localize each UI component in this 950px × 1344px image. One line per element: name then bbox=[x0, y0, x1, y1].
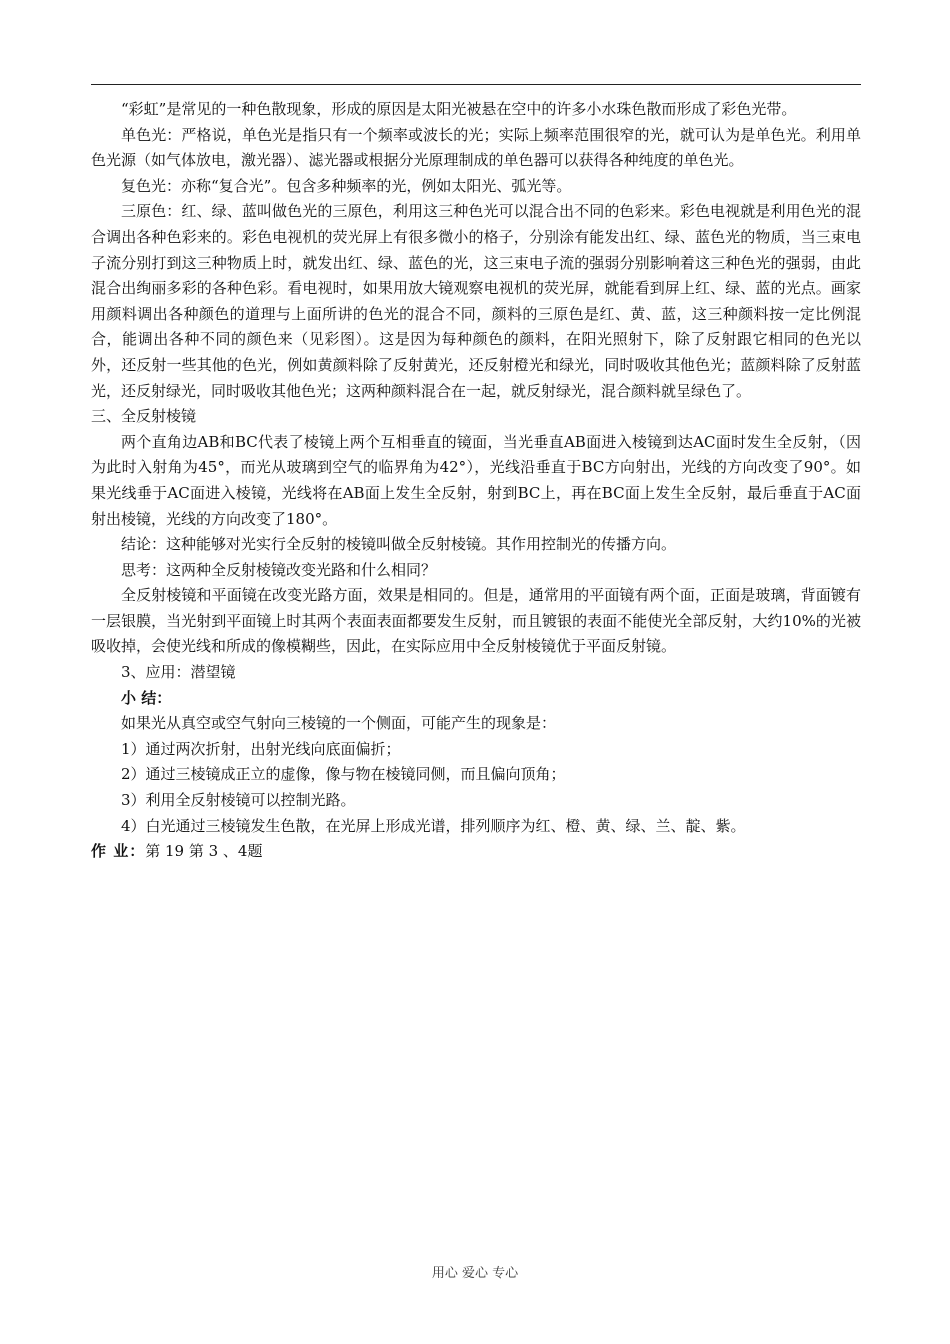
paragraph-total-reflection: 两个直角边AB和BC代表了棱镜上两个互相垂直的镜面，当光垂直AB面进入棱镜到达AC面时发生全反射，（因为此时入射角为45°，而光从玻璃到空气的临界角为42°），光线沿垂直于BC方向射出，光线的方向改变了90°。如果光线垂于AC面进入棱镜，光线将在AB面上发生全反射，射到BC上，再在BC面上发生全反射，最后垂直于AC面射出棱镜，光线的方向改变了180°。 bbox=[91, 432, 861, 528]
paragraph-composite-light: 复色光：亦称“复合光”。包含多种频率的光，例如太阳光、弧光等。 bbox=[121, 176, 572, 195]
paragraph-rainbow: “彩虹”是常见的一种色散现象，形成的原因是太阳光被悬在空中的许多小水珠色散而形成了彩色光带。 bbox=[121, 100, 797, 118]
summary-item-1: 1）通过两次折射，出射光线向底面偏折； bbox=[121, 739, 401, 758]
paragraph-primary-colors: 三原色：红、绿、蓝叫做色光的三原色，利用这三种色光可以混合出不同的色彩来。彩色电视就是利用色光的混合调出各种色彩来的。彩色电视机的荧光屏上有很多微小的格子，分别涂有能发出红、绿、蓝色光的物质，当三束电子流分别打到这三种物质上时，就发出红、绿、蓝色的光，这三束电子流的强弱分别影响着这三种色光的强弱，由此混合出绚丽多彩的各种色彩。看电视时，如果用放大镜观察电视机的荧光屏，就能看到屏上红、绿、蓝的光点。画家用颜料调出各种颜色的道理与上面所讲的色光的混合不同，颜料的三原色是红、黄、蓝，这三种颜料按一定比例混合，能调出各种不同的颜色来（见彩图）。这是因为每种颜色的颜料，在阳光照射下，除了反射跟它相同的色光以外，还反射一些其他的色光，例如黄颜料除了反射黄光，还反射橙光和绿光，同时吸收其他色光；蓝颜料除了反射蓝光，还反射绿光，同时吸收其他色光；这两种颜料混合在一起，就反射绿光，混合颜料就呈绿色了。 bbox=[91, 202, 861, 400]
paragraph-conclusion: 结论：这种能够对光实行全反射的棱镜叫做全反射棱镜。其作用控制光的传播方向。 bbox=[121, 535, 677, 554]
homework-label: 作 业： bbox=[91, 842, 146, 861]
homework-line bbox=[91, 839, 861, 865]
summary-title: 小 结： bbox=[121, 688, 172, 707]
paragraph-comparison: 全反射棱镜和平面镜在改变光路方面，效果是相同的。但是，通常用的平面镜有两个面，正面是玻璃，背面镀有一层银膜，当光射到平面镜上时其两个表面表面都要发生反射，而且镀银的表面不能使光全部反射，大约10%的光被吸收掉，会使光线和所成的像模糊些，因此，在实际应用中全反射棱镜优于平面反射镜。 bbox=[91, 586, 861, 656]
paragraph-application: 3、应用：潜望镜 bbox=[121, 663, 236, 682]
document-body bbox=[91, 97, 861, 865]
header-rule bbox=[91, 84, 861, 85]
summary-item-2: 2）通过三棱镜成正立的虚像，像与物在棱镜同侧，而且偏向顶角； bbox=[121, 765, 566, 784]
summary-intro: 如果光从真空或空气射向三棱镜的一个侧面，可能产生的现象是： bbox=[121, 714, 557, 733]
summary-item-4: 4）白光通过三棱镜发生色散，在光屏上形成光谱，排列顺序为红、橙、黄、绿、兰、靛、紫。 bbox=[121, 816, 746, 835]
paragraph-question: 思考：这两种全反射棱镜改变光路和什么相同？ bbox=[121, 560, 437, 579]
paragraph-monochromatic-light: 单色光：严格说，单色光是指只有一个频率或波长的光；实际上频率范围很窄的光，就可认为是单色光。利用单色光源（如气体放电，激光器）、滤光器或根据分光原理制成的单色器可以获得各种纯度的单色光。 bbox=[91, 125, 861, 170]
summary-item-3: 3）利用全反射棱镜可以控制光路。 bbox=[121, 791, 356, 810]
homework-text: 第 19 第 3 、4题 bbox=[145, 842, 263, 861]
section-title-total-reflection-prism: 三、全反射棱镜 bbox=[91, 407, 197, 426]
page-footer: 用心 爱心 专心 bbox=[431, 1266, 519, 1281]
